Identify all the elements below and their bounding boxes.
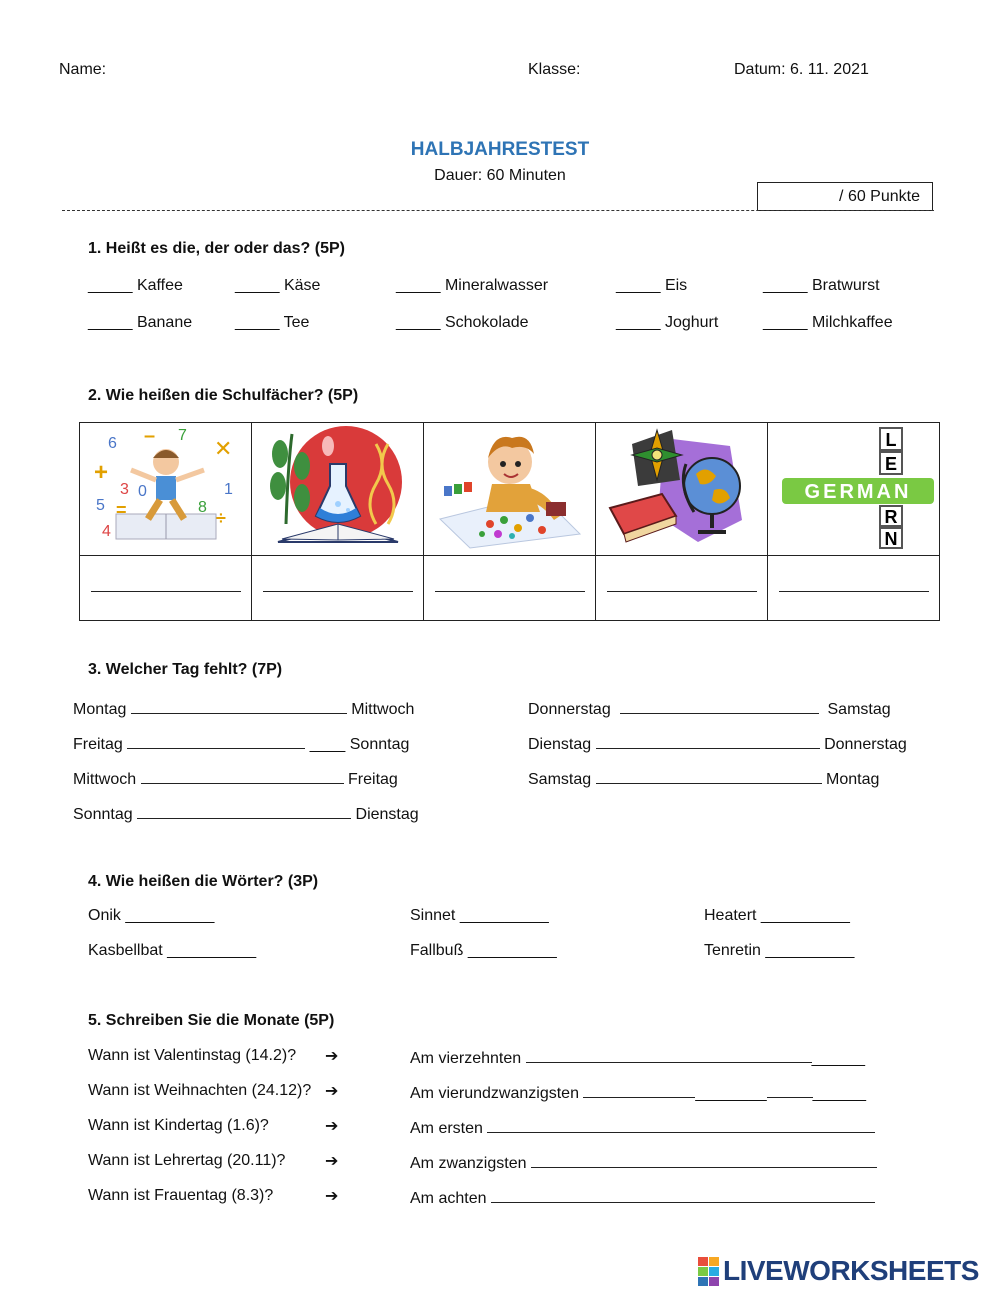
svg-text:1: 1 — [223, 481, 233, 498]
q4-item[interactable]: Tenretin __________ — [704, 942, 855, 959]
answer-line[interactable] — [596, 768, 822, 784]
answer-line[interactable] — [526, 1047, 812, 1063]
q4-item[interactable]: Fallbuß __________ — [410, 942, 557, 959]
q5-answer: Am zwanzigsten — [410, 1152, 877, 1173]
arrow-icon: ➔ — [325, 1048, 339, 1065]
arrow-icon: ➔ — [325, 1153, 339, 1170]
learn-letter: N — [884, 529, 897, 549]
math-image-cell — [80, 423, 252, 556]
q1-item[interactable]: _____ Schokolade — [396, 314, 529, 331]
answer-line[interactable] — [141, 768, 344, 784]
q5-answer: Am achten — [410, 1187, 875, 1208]
q1-item[interactable]: _____ Käse — [235, 277, 321, 294]
score-box[interactable] — [757, 182, 933, 211]
q4-item[interactable]: Onik __________ — [88, 907, 215, 924]
q5-answer: Am vierundzwanzigsten ________ ______ — [410, 1082, 866, 1103]
q1-item[interactable]: _____ Kaffee — [88, 277, 183, 294]
q5-answer: Am vierzehnten ______ — [410, 1047, 865, 1068]
answer-line[interactable] — [91, 579, 241, 592]
answer-line[interactable] — [531, 1152, 877, 1168]
q1-item[interactable]: _____ Milchkaffee — [763, 314, 893, 331]
logo-mark-icon — [698, 1257, 719, 1286]
learn-letter: R — [884, 507, 897, 527]
science-image-cell — [252, 423, 424, 556]
q3-row: Mittwoch Freitag — [73, 768, 398, 789]
answer-line[interactable] — [263, 579, 413, 592]
svg-text:=: = — [115, 500, 127, 520]
q1-item[interactable]: _____ Banane — [88, 314, 193, 331]
answer-line[interactable] — [767, 1082, 813, 1098]
answer-line[interactable] — [487, 1117, 875, 1133]
duration-label: Dauer: 60 Minuten — [434, 167, 566, 184]
german-word: GERMAN — [804, 481, 911, 503]
answer-line[interactable] — [127, 733, 305, 749]
math-image — [86, 424, 246, 549]
q3-row: Samstag Montag — [528, 768, 879, 789]
art-image — [430, 424, 590, 549]
date-label: Datum: 6. 11. 2021 — [734, 61, 869, 78]
q3-row: Dienstag Donnerstag — [528, 733, 907, 754]
svg-text:✕: ✕ — [213, 436, 232, 461]
answer-line[interactable] — [137, 803, 351, 819]
class-label: Klasse: — [528, 61, 581, 78]
arrow-icon: ➔ — [325, 1118, 339, 1135]
arrow-icon: ➔ — [325, 1188, 339, 1205]
q1-item[interactable]: _____ Mineralwasser — [396, 277, 549, 294]
svg-text:–: – — [143, 425, 155, 447]
learn-letter: E — [884, 454, 897, 474]
separator-line — [62, 210, 934, 211]
answer-cell[interactable] — [768, 556, 940, 621]
q5-question: Wann ist Lehrertag (20.11)? — [88, 1152, 286, 1169]
q5-question: Wann ist Valentinstag (14.2)? — [88, 1047, 297, 1064]
page-title: HALBJAHRESTEST — [410, 139, 590, 160]
q4-item[interactable]: Kasbellbat __________ — [88, 942, 257, 959]
name-label: Name: — [59, 61, 107, 78]
arrow-icon: ➔ — [325, 1083, 339, 1100]
answer-line[interactable] — [779, 579, 929, 592]
q3-row: Donnerstag Samstag — [528, 698, 891, 719]
q4-heading: 4. Wie heißen die Wörter? (3P) — [88, 873, 319, 890]
q1-item[interactable]: _____ Joghurt — [616, 314, 719, 331]
answer-line[interactable] — [596, 733, 820, 749]
svg-text:+: + — [93, 459, 108, 486]
answer-cell[interactable] — [424, 556, 596, 621]
liveworksheets-logo[interactable] — [698, 1255, 979, 1287]
q1-item[interactable]: _____ Bratwurst — [763, 277, 880, 294]
answer-cell[interactable] — [80, 556, 252, 621]
q5-answer: Am ersten — [410, 1117, 875, 1138]
answer-cell[interactable] — [252, 556, 424, 621]
q4-item[interactable]: Sinnet __________ — [410, 907, 549, 924]
svg-text:0: 0 — [137, 483, 147, 500]
logo-text: LIVEWORKSHEETS — [723, 1255, 979, 1286]
answer-line[interactable] — [607, 579, 757, 592]
q3-heading: 3. Welcher Tag fehlt? (7P) — [88, 661, 283, 678]
geography-image-cell — [596, 423, 768, 556]
score-label: / 60 Punkte — [839, 188, 920, 205]
q3-row: Sonntag Dienstag — [73, 803, 419, 824]
q5-question: Wann ist Weihnachten (24.12)? — [88, 1082, 312, 1099]
german-image-cell — [768, 423, 940, 556]
q1-item[interactable]: _____ Eis — [616, 277, 688, 294]
art-image-cell — [424, 423, 596, 556]
q5-heading: 5. Schreiben Sie die Monate (5P) — [88, 1012, 335, 1029]
q2-heading: 2. Wie heißen die Schulfächer? (5P) — [88, 387, 359, 404]
q3-row: Freitag ____ Sonntag — [73, 733, 409, 754]
science-image — [258, 424, 418, 549]
svg-text:6: 6 — [107, 435, 117, 452]
q5-question: Wann ist Kindertag (1.6)? — [88, 1117, 269, 1134]
geography-image — [602, 424, 762, 549]
answer-line[interactable] — [131, 698, 347, 714]
subjects-table — [79, 422, 940, 621]
answer-line[interactable] — [435, 579, 585, 592]
german-image — [774, 424, 934, 549]
q5-question: Wann ist Frauentag (8.3)? — [88, 1187, 274, 1204]
svg-text:8: 8 — [197, 499, 207, 516]
svg-text:4: 4 — [101, 523, 111, 540]
answer-line[interactable] — [491, 1187, 875, 1203]
q3-row: Montag Mittwoch — [73, 698, 414, 719]
q4-item[interactable]: Heatert __________ — [704, 907, 850, 924]
answer-line[interactable] — [620, 698, 819, 714]
svg-text:5: 5 — [95, 497, 105, 514]
answer-line[interactable] — [583, 1082, 695, 1098]
svg-text:÷: ÷ — [215, 508, 226, 528]
q1-item[interactable]: _____ Tee — [235, 314, 310, 331]
answer-cell[interactable] — [596, 556, 768, 621]
svg-text:3: 3 — [119, 481, 129, 498]
svg-text:7: 7 — [177, 427, 187, 444]
learn-letter: L — [885, 430, 896, 450]
q1-heading: 1. Heißt es die, der oder das? (5P) — [88, 240, 345, 257]
